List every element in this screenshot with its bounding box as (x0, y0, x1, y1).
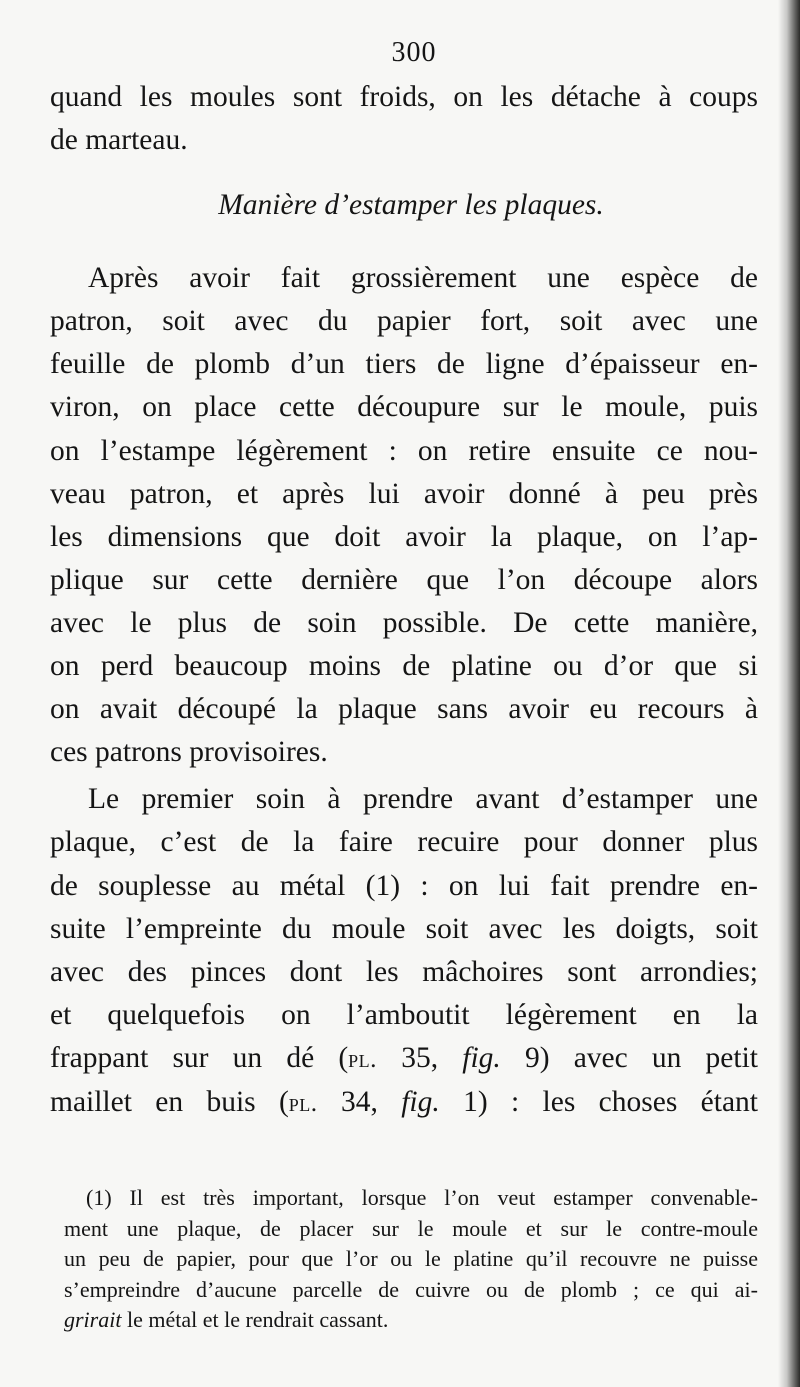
footnote-line (64, 1305, 758, 1336)
footnote-line: (1) Il est très important, lorsque l’on veut estamper convenable- (86, 1185, 758, 1210)
text-line: viron, on place cette découpure sur le moule, puis (50, 391, 758, 424)
text-line: de marteau. (50, 124, 188, 157)
text-line: Le premier soin à prendre avant d’estamper une (88, 783, 758, 816)
footnote (64, 1183, 758, 1336)
plate-number: 34, (317, 1085, 402, 1118)
footnote-text-fragment: le métal et le rendrait cassant. (121, 1307, 389, 1333)
text-line: on perd beaucoup moins de platine ou d’or que si (50, 650, 758, 683)
footnote-line: s’empreindre d’aucune parcelle de cuivre ou de plomb ; ce qui ai- (64, 1276, 758, 1302)
plate-number: 35, (377, 1041, 463, 1074)
text-line-with-plate-reference (50, 1081, 758, 1125)
figure-abbrev: fig. (401, 1085, 440, 1118)
page-number: 300 (391, 37, 437, 68)
paragraph-2 (50, 778, 758, 1125)
text-line: de souplesse au métal (1) : on lui fait prendre en- (50, 869, 758, 902)
text-fragment: maillet en buis ( (50, 1085, 289, 1118)
text-line: et quelquefois on l’amboutit légèrement en la (50, 998, 758, 1031)
text-line: feuille de plomb d’un tiers de ligne d’épaisseur en- (50, 348, 758, 381)
text-line: plaque, c’est de la faire recuire pour donner plus (50, 826, 758, 859)
main-text-block (50, 30, 758, 1125)
figure-abbrev: fig. (462, 1041, 501, 1074)
text-line: ces patrons provisoires. (50, 736, 328, 769)
text-line: avec le plus de soin possible. De cette manière, (50, 606, 758, 639)
text-fragment: 1) : les choses étant (439, 1085, 758, 1118)
text-line: Après avoir fait grossièrement une espèce de (88, 262, 758, 295)
text-line: suite l’empreinte du moule soit avec les doigts, soit (50, 912, 758, 945)
footnote-line: un peu de papier, pour que l’or ou le platine qu’il recouvre ne puisse (64, 1246, 758, 1272)
text-line: veau patron, et après lui avoir donné à peu près (50, 477, 758, 510)
text-line: on l’estampe légèrement : on retire ensuite ce nou- (50, 434, 758, 467)
text-line: avec des pinces dont les mâchoires sont arrondies; (50, 955, 758, 988)
text-line: on avait découpé la plaque sans avoir eu recours à (50, 693, 758, 726)
footnote-line: ment une plaque, de placer sur le moule et sur le contre-moule (64, 1215, 758, 1241)
plate-abbrev: pl. (288, 1088, 318, 1117)
text-line: quand les moules sont froids, on les détache à coups (50, 81, 758, 113)
text-line: les dimensions que doit avoir la plaque, on l’ap- (50, 520, 758, 553)
text-line: plique sur cette dernière que l’on découpe alors (50, 563, 758, 596)
text-fragment: 9) avec un petit (500, 1041, 758, 1074)
section-heading: Manière d’estamper les plaques. (218, 189, 604, 222)
scan-edge-shadow (778, 0, 800, 1387)
paragraph-1 (50, 257, 758, 774)
text-fragment: frappant sur un dé ( (50, 1041, 349, 1074)
plate-abbrev: pl. (348, 1044, 378, 1073)
text-line-with-plate-reference (50, 1037, 758, 1081)
footnote-italic-word: grirait (64, 1307, 122, 1333)
opening-lines (50, 76, 758, 162)
text-line: patron, soit avec du papier fort, soit avec une (50, 305, 758, 338)
